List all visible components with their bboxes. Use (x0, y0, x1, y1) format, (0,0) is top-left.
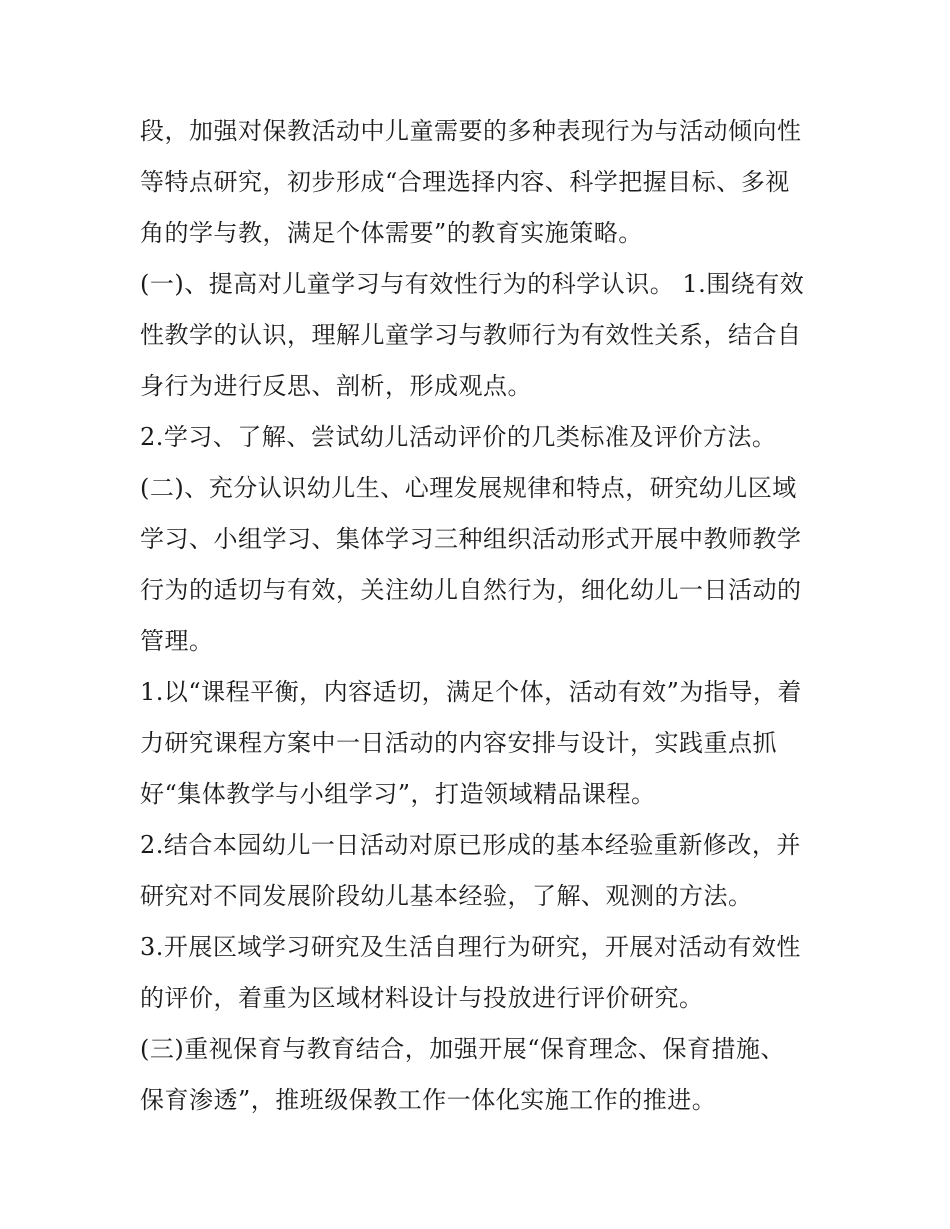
text-line: 好“集体教学与小组学习”，打造领域精品课程。 (140, 780, 656, 808)
text-line: 性教学的认识，理解儿童学习与教师行为有效性关系，结合自 (140, 321, 802, 349)
paragraph-section-2-item-2 (140, 820, 820, 922)
text-line: 身行为进行反思、剖析，形成观点。 (140, 372, 532, 400)
paragraph-section-2-item-3 (140, 922, 820, 1024)
text-line: (二)、充分认识幼儿生、心理发展规律和特点，研究幼儿区域 (140, 474, 797, 502)
paragraph-section-1 (140, 259, 820, 412)
text-line: 保育渗透”，推班级保教工作一体化实施工作的推进。 (140, 1086, 717, 1114)
text-line: 行为的适切与有效，关注幼儿自然行为，细化幼儿一日活动的 (140, 576, 802, 604)
text-line: 的评价，着重为区域材料设计与投放进行评价研究。 (140, 984, 704, 1012)
text-line: 段，加强对保教活动中儿童需要的多种表现行为与活动倾向性 (140, 117, 802, 145)
paragraph-intro (140, 106, 820, 259)
document-body (140, 106, 820, 1126)
text-line: 2.结合本园幼儿一日活动对原已形成的基本经验重新修改，并 (140, 831, 801, 859)
text-line: 角的学与教，满足个体需要”的教育实施策略。 (140, 219, 643, 247)
paragraph-section-2 (140, 463, 820, 667)
paragraph-section-1-item-2 (140, 412, 820, 463)
paragraph-section-2-item-1 (140, 667, 820, 820)
text-line: 学习、小组学习、集体学习三种组织活动形式开展中教师教学 (140, 525, 802, 553)
text-line: 3.开展区域学习研究及生活自理行为研究，开展对活动有效性 (140, 933, 801, 961)
text-line: 研究对不同发展阶段幼儿基本经验，了解、观测的方法。 (140, 882, 753, 910)
text-line: (三)重视保育与教育结合，加强开展“保育理念、保育措施、 (140, 1035, 785, 1063)
text-line: 管理。 (140, 627, 214, 655)
text-line: 1.以“课程平衡，内容适切，满足个体，活动有效”为指导，着 (140, 678, 802, 706)
text-line: 2.学习、了解、尝试幼儿活动评价的几类标准及评价方法。 (140, 423, 777, 451)
text-line: 等特点研究，初步形成“合理选择内容、科学把握目标、多视 (140, 168, 790, 196)
paragraph-section-3 (140, 1024, 820, 1126)
text-line: 力研究课程方案中一日活动的内容安排与设计，实践重点抓 (140, 729, 777, 757)
text-line: (一)、提高对儿童学习与有效性行为的科学认识。 1.围绕有效 (140, 270, 805, 298)
